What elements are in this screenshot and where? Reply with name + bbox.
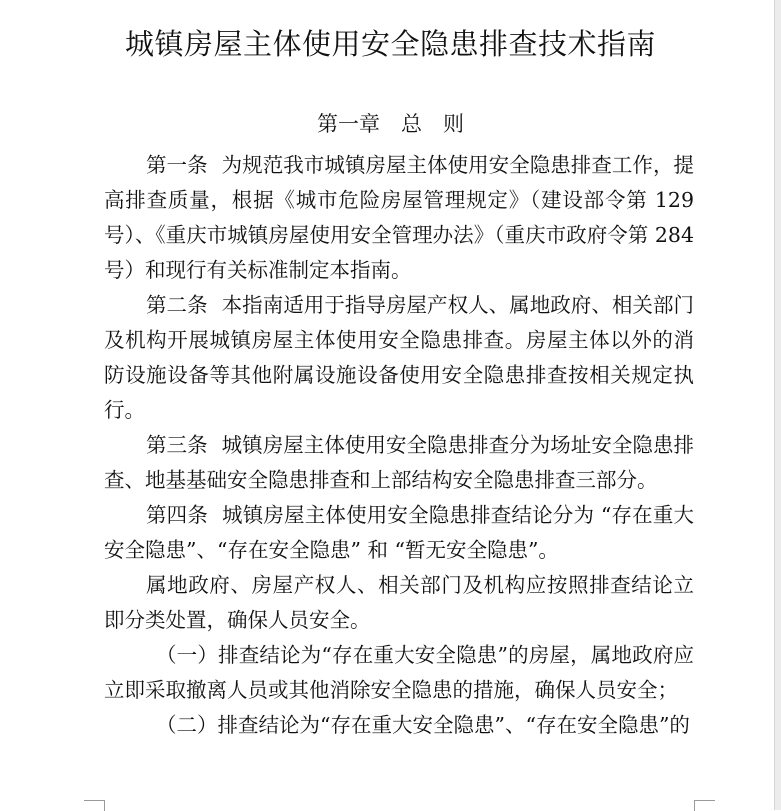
article-text: 本指南适用于指导房屋产权人、属地政府、相关部门及机构开展城镇房屋主体使用安全隐患排查。房屋主体以外的消防设施设备等其他附属设施设备使用安全隐患排查按相关规定执行。 (104, 293, 695, 422)
page-edge (774, 0, 781, 810)
list-item-2 (104, 708, 694, 743)
list-item-text: （二）排查结论为“存在重大安全隐患”、“存在安全隐患”的 (156, 713, 690, 737)
list-item-1 (104, 638, 694, 708)
article-text: 为规范我市城镇房屋主体使用安全隐患排查工作，提高排查质量，根据《城市危险房屋管理规定》（建设部令第 129 号）、《重庆市城镇房屋使用安全管理办法》（重庆市政府令第 284 号）和现行有关标准制定本指南。 (104, 153, 695, 282)
article-number: 第一条 (146, 153, 208, 177)
article-2 (104, 288, 694, 428)
article-1 (104, 148, 694, 288)
document-title: 城镇房屋主体使用安全隐患排查技术指南 (124, 27, 656, 61)
chapter-heading: 第一章 总 则 (317, 112, 464, 136)
paragraph-text: 属地政府、房屋产权人、相关部门及机构应按照排查结论立即分类处置，确保人员安全。 (104, 573, 694, 632)
article-text: 城镇房屋主体使用安全隐患排查分为场址安全隐患排查、地基基础安全隐患排查和上部结构安全隐患排查三部分。 (104, 433, 695, 492)
document-body (104, 148, 694, 743)
paragraph-disposal (104, 568, 694, 638)
article-text: 城镇房屋主体使用安全隐患排查结论分为 “存在重大安全隐患”、“存在安全隐患” 和 “暂无安全隐患”。 (104, 503, 695, 562)
list-item-text: （一）排查结论为“存在重大安全隐患”的房屋，属地政府应立即采取撤离人员或其他消除安全隐患的措施，确保人员安全； (104, 643, 694, 702)
article-3 (104, 428, 694, 498)
crop-mark-bottom-left (84, 800, 105, 811)
article-number: 第四条 (146, 503, 209, 527)
crop-mark-bottom-right (694, 800, 715, 811)
article-number: 第三条 (146, 433, 208, 457)
article-number: 第二条 (146, 293, 208, 317)
article-4 (104, 498, 694, 568)
